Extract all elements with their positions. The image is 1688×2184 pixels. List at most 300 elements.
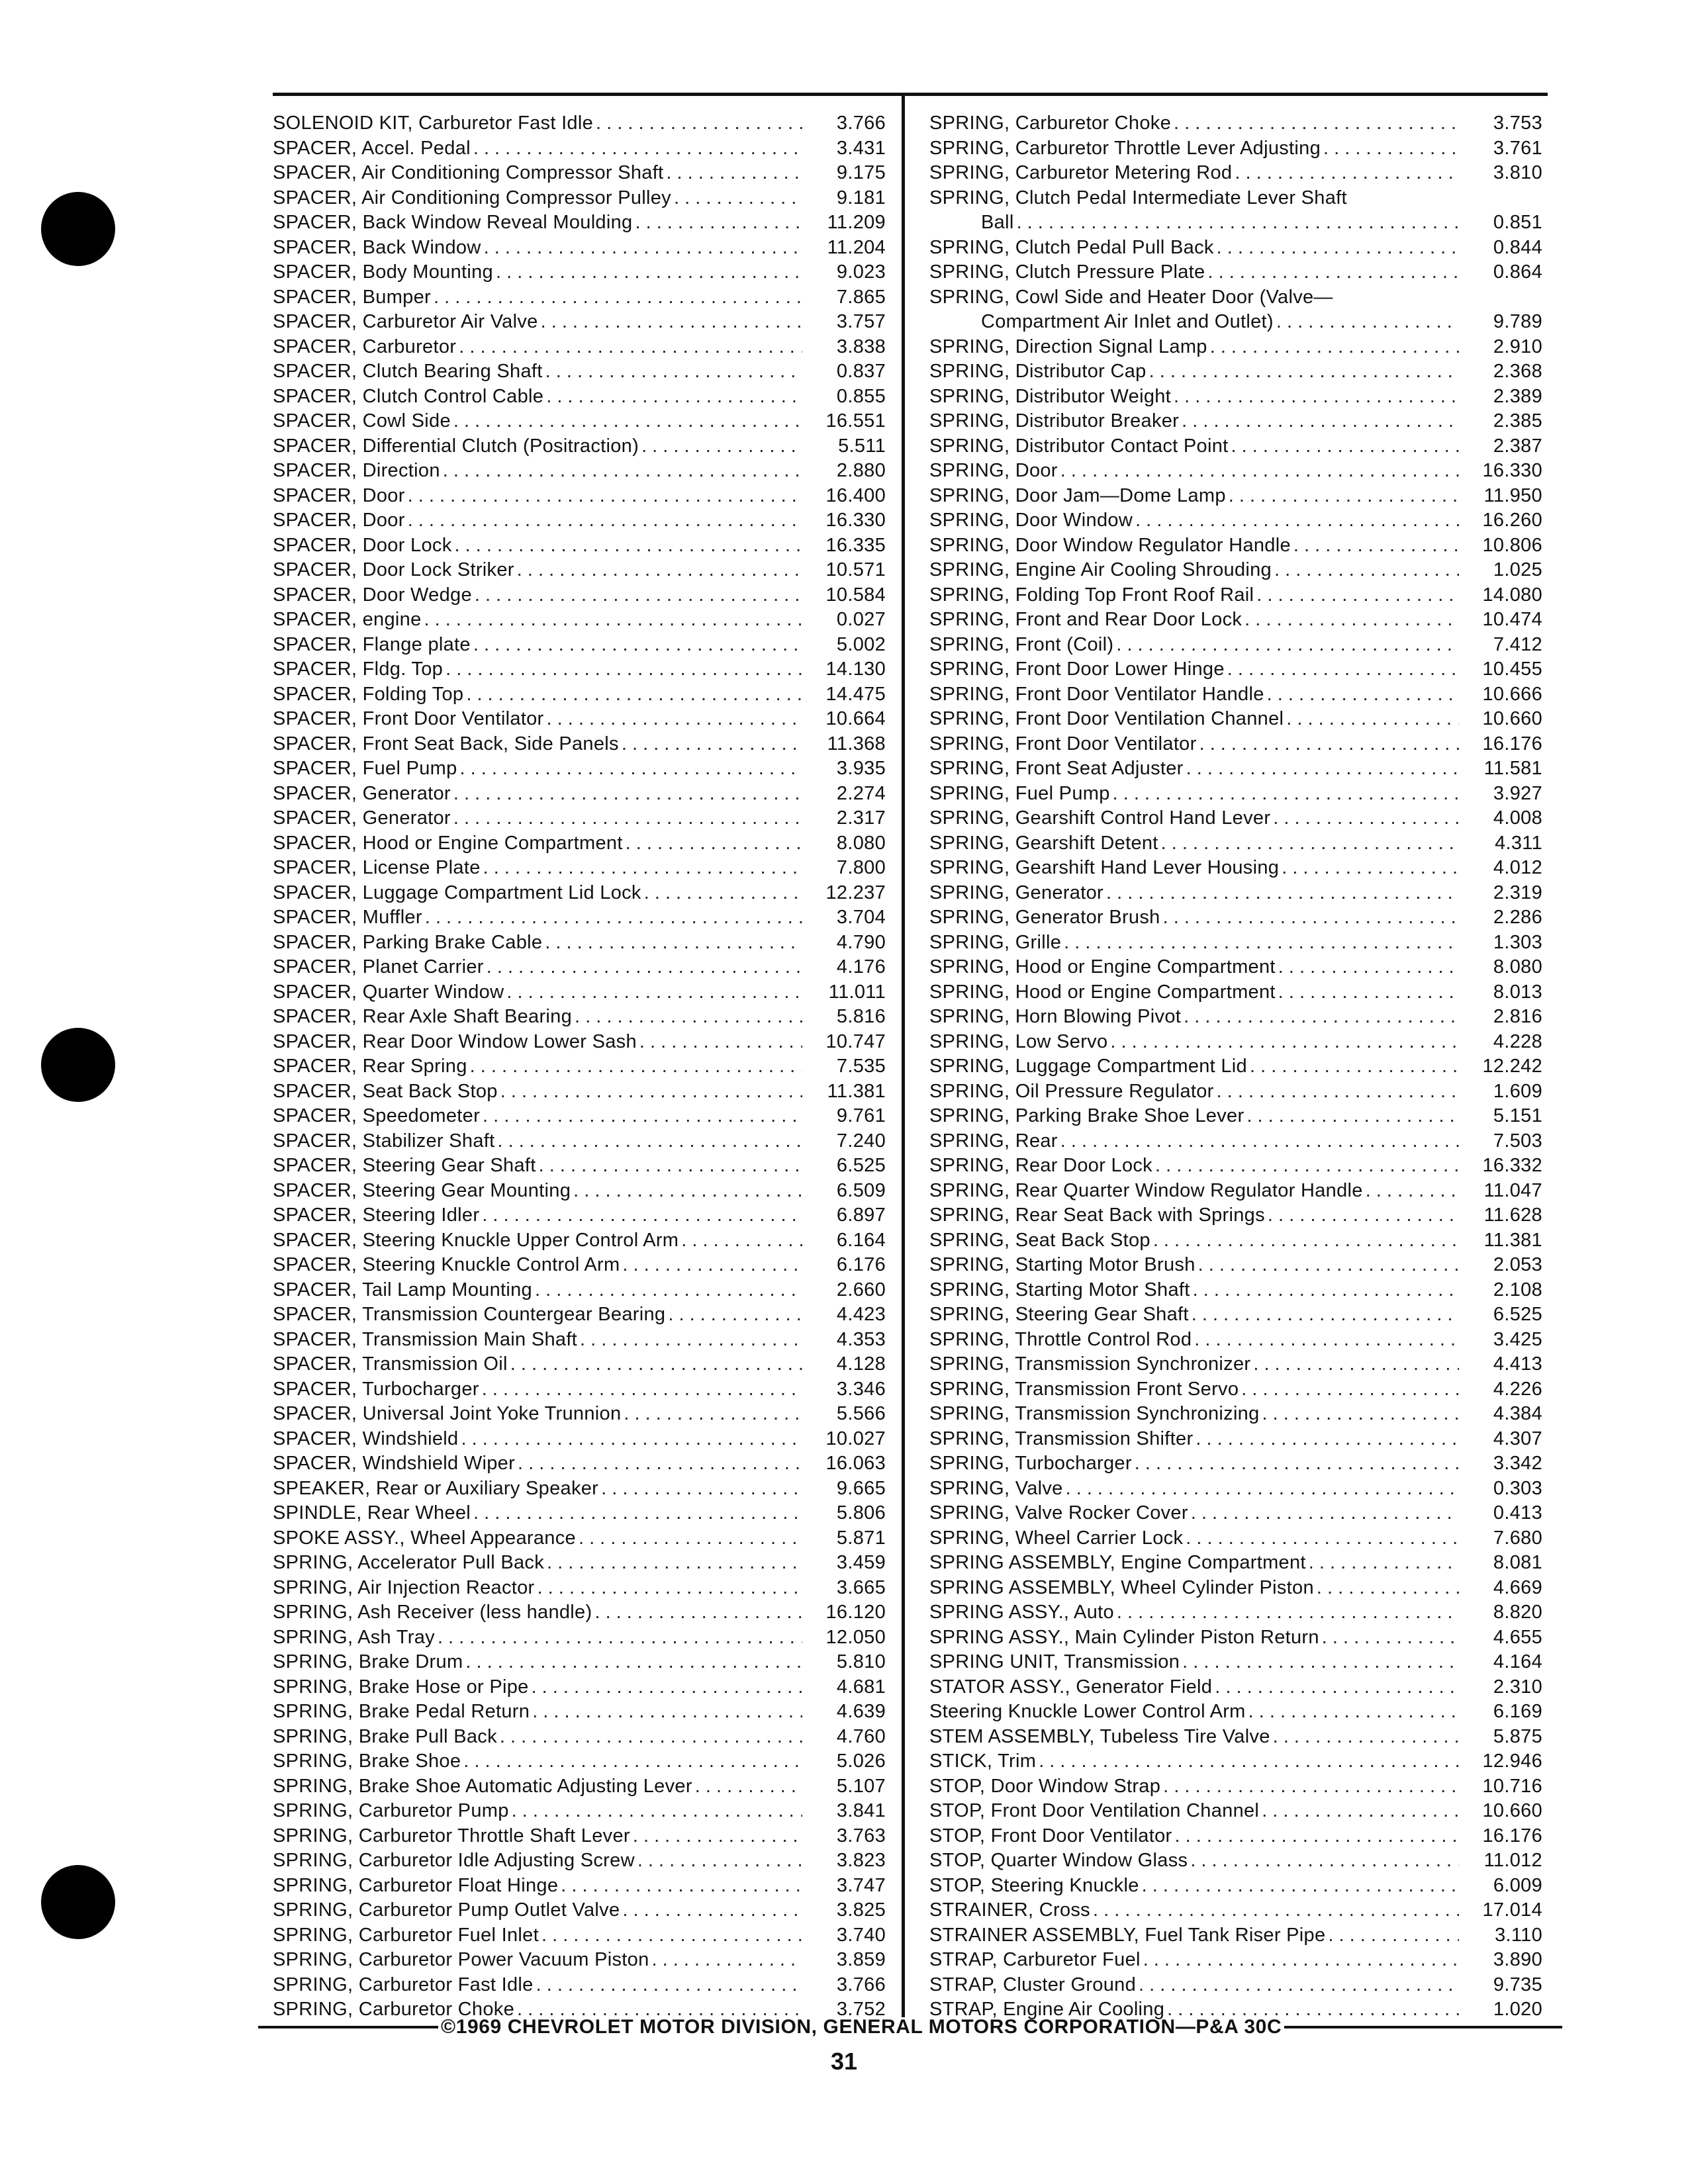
entry-description: SPRING, Carburetor Power Vacuum Piston [273, 1949, 649, 1970]
dot-leader [641, 434, 802, 459]
dot-leader [547, 707, 803, 732]
entry-description: SPACER, Door [273, 510, 405, 531]
dot-leader [1142, 1874, 1459, 1899]
entry-group-number: 5.816 [836, 1006, 886, 1027]
index-entry [929, 1328, 1542, 1353]
entry-description: SPRING, Steering Gear Shaft [929, 1304, 1189, 1325]
dot-leader [536, 1973, 802, 1998]
index-entry [929, 1501, 1542, 1526]
dot-leader [1163, 905, 1459, 931]
entry-group-number: 9.735 [1493, 1974, 1542, 1995]
entry-group-number: 10.747 [825, 1030, 886, 1052]
index-entry [273, 310, 886, 335]
dot-leader [546, 385, 802, 410]
entry-description: SPRING UNIT, Transmission [929, 1651, 1180, 1672]
index-entry [929, 1302, 1542, 1328]
entry-description: SPRING, Engine Air Cooling Shrouding [929, 559, 1272, 580]
entry-description: SPACER, Folding Top [273, 683, 464, 705]
entry-description: SPRING, Front (Coil) [929, 633, 1114, 655]
index-entry [273, 1054, 886, 1079]
index-entry [273, 1253, 886, 1278]
entry-group-number: 6.897 [836, 1205, 886, 1226]
entry-description: SPRING, Carburetor Idle Adjusting Screw [273, 1850, 635, 1871]
entry-group-number: 1.303 [1493, 931, 1542, 953]
dot-leader [1262, 1799, 1459, 1824]
entry-group-number: 4.423 [836, 1304, 886, 1325]
index-entry [929, 1179, 1542, 1204]
index-entry [929, 1526, 1542, 1551]
entry-description: SPACER, Body Mounting [273, 261, 493, 283]
entry-group-number: 4.012 [1493, 857, 1542, 878]
entry-group-number: 11.047 [1483, 1179, 1542, 1201]
index-entry [929, 508, 1542, 533]
entry-group-number: 6.169 [1493, 1701, 1542, 1722]
entry-description: SPRING, Carburetor Float Hinge [273, 1874, 559, 1896]
dot-leader [1196, 1427, 1459, 1452]
entry-group-number: 5.806 [836, 1502, 886, 1524]
dot-leader [1253, 1352, 1459, 1377]
entry-group-number: 9.761 [836, 1105, 886, 1126]
entry-group-number: 2.389 [1493, 385, 1542, 407]
dot-leader [1278, 955, 1459, 980]
dot-leader [674, 186, 802, 211]
dot-leader [1282, 856, 1459, 881]
index-entry [273, 1030, 886, 1055]
entry-group-number: 0.413 [1493, 1502, 1542, 1524]
dot-leader [535, 1278, 802, 1303]
index-entry [273, 881, 886, 906]
entry-group-number: 4.311 [1495, 832, 1542, 854]
entry-group-number: 6.509 [836, 1179, 886, 1201]
dot-leader [445, 657, 802, 682]
index-entry [929, 732, 1542, 757]
dot-leader [633, 1824, 802, 1849]
entry-group-number: 10.716 [1482, 1775, 1542, 1797]
entry-description: SPACER, Generator [273, 807, 451, 829]
entry-description: SPRING, Generator [929, 882, 1103, 903]
entry-description: SPRING, Distributor Weight [929, 385, 1172, 407]
entry-group-number: 2.816 [1493, 1006, 1542, 1027]
dot-leader [1210, 335, 1459, 360]
entry-group-number: 10.660 [1482, 708, 1542, 729]
dot-leader [1231, 434, 1460, 459]
entry-group-number: 16.120 [825, 1602, 886, 1623]
index-entry [273, 1328, 886, 1353]
entry-group-number: 12.050 [825, 1626, 886, 1648]
entry-group-number: 16.332 [1482, 1155, 1542, 1176]
entry-description: SPACER, Cowl Side [273, 410, 451, 432]
dot-leader [575, 1005, 802, 1030]
entry-description: SPRING, Distributor Contact Point [929, 435, 1229, 457]
dot-leader [1190, 1848, 1459, 1874]
dot-leader [482, 1203, 802, 1228]
entry-group-number: 16.063 [825, 1453, 886, 1474]
dot-leader [541, 1923, 802, 1948]
entry-group-number: 11.628 [1483, 1205, 1542, 1226]
entry-group-number: 8.820 [1493, 1602, 1542, 1623]
entry-group-number: 5.871 [836, 1527, 886, 1549]
index-entry [273, 1129, 886, 1154]
entry-description: SPRING, Starting Motor Brush [929, 1254, 1196, 1275]
entry-group-number: 10.584 [825, 584, 886, 606]
dot-leader [473, 1501, 802, 1526]
dot-leader [545, 931, 802, 956]
index-entry [929, 657, 1542, 682]
entry-group-number: 5.002 [836, 633, 886, 655]
dot-leader [1093, 1898, 1459, 1923]
entry-group-number: 8.080 [1493, 956, 1542, 978]
index-entry [929, 1451, 1542, 1477]
index-entry [273, 1203, 886, 1228]
dot-leader [639, 1030, 802, 1055]
index-entry [929, 285, 1542, 310]
entry-description: SPRING, Door Window [929, 510, 1133, 531]
entry-description: SPRING, Front Seat Adjuster [929, 758, 1184, 779]
entry-description: SPRING ASSEMBLY, Wheel Cylinder Piston [929, 1576, 1314, 1598]
entry-description: SPRING, Rear Seat Back with Springs [929, 1205, 1265, 1226]
index-entry [273, 608, 886, 633]
dot-leader [637, 1848, 802, 1874]
index-entry [273, 161, 886, 186]
entry-description: SPACER, Air Conditioning Compressor Shaft [273, 162, 664, 183]
dot-leader [1198, 1253, 1459, 1278]
index-entry [273, 260, 886, 285]
entry-description: STRAP, Cluster Ground [929, 1974, 1137, 1995]
dot-leader [1155, 1154, 1459, 1179]
entry-group-number: 16.330 [825, 510, 886, 531]
index-entry [929, 1054, 1542, 1079]
dot-leader [1274, 558, 1459, 583]
entry-description: SPACER, Air Conditioning Compressor Pulley [273, 187, 671, 208]
entry-group-number: 10.660 [1482, 1800, 1542, 1821]
index-entry [273, 484, 886, 509]
index-entry [273, 285, 886, 310]
index-entry [273, 1377, 886, 1402]
entry-description: STOP, Front Door Ventilator [929, 1825, 1172, 1846]
index-entry [273, 1898, 886, 1923]
index-entry [929, 335, 1542, 360]
entry-description: SPACER, Steering Knuckle Control Arm [273, 1254, 620, 1275]
dot-leader [1161, 831, 1459, 856]
entry-description: SPRING, Seat Back Stop [929, 1229, 1150, 1251]
index-entry [273, 955, 886, 980]
entry-group-number: 16.176 [1482, 1825, 1542, 1846]
entry-description: SPACER, engine [273, 609, 422, 630]
entry-group-number: 3.825 [836, 1899, 886, 1921]
index-entry [929, 633, 1542, 658]
entry-description: SPACER, License Plate [273, 857, 481, 878]
entry-group-number: 6.164 [836, 1229, 886, 1251]
dot-leader [547, 1551, 802, 1576]
entry-description: SPACER, Direction [273, 460, 440, 481]
entry-description: SPACER, Steering Gear Shaft [273, 1155, 536, 1176]
entry-group-number: 9.175 [836, 162, 886, 183]
entry-description: SPRING, Distributor Breaker [929, 410, 1180, 432]
entry-group-number: 6.009 [1493, 1874, 1542, 1896]
dot-leader [487, 955, 802, 980]
index-entry [273, 236, 886, 261]
index-entry [273, 1799, 886, 1824]
index-entry [929, 583, 1542, 608]
index-entry [273, 1650, 886, 1675]
dot-leader [668, 1302, 802, 1328]
index-entry [929, 1427, 1542, 1452]
entry-description: SPRING, Carburetor Metering Rod [929, 162, 1233, 183]
dot-leader [596, 111, 802, 136]
entry-group-number: 8.013 [1493, 981, 1542, 1003]
index-entry [929, 856, 1542, 881]
entry-description: SPACER, Front Seat Back, Side Panels [273, 733, 619, 754]
entry-description: SPRING, Folding Top Front Roof Rail [929, 584, 1254, 606]
index-entry [929, 1923, 1542, 1948]
index-entry [929, 1228, 1542, 1253]
entry-description: STICK, Trim [929, 1751, 1037, 1772]
dot-leader [1215, 1675, 1459, 1700]
copyright-notice: ©1969 CHEVROLET MOTOR DIVISION, GENERAL MOTORS CORPORATION—P&A 30C [441, 2016, 1282, 2038]
index-entry [929, 1154, 1542, 1179]
index-entry [273, 1278, 886, 1303]
index-entry [929, 236, 1542, 261]
entry-description: Steering Knuckle Lower Control Arm [929, 1701, 1246, 1722]
dot-leader [1017, 210, 1459, 236]
page-number: 31 [830, 2048, 858, 2075]
entry-group-number: 5.151 [1493, 1105, 1542, 1126]
dot-leader [532, 1700, 802, 1725]
entry-group-number: 4.669 [1493, 1576, 1542, 1598]
entry-description: STRAP, Carburetor Fuel [929, 1949, 1141, 1970]
entry-description: SPRING, Gearshift Hand Lever Housing [929, 857, 1280, 878]
entry-group-number: 3.747 [836, 1874, 886, 1896]
dot-leader [496, 260, 802, 285]
entry-description: SPACER, Transmission Main Shaft [273, 1328, 578, 1350]
dot-leader [541, 310, 802, 335]
dot-leader [1060, 459, 1459, 484]
entry-description: SPRING, Clutch Pedal Intermediate Lever Shaft [929, 187, 1347, 208]
dot-leader [1323, 136, 1459, 161]
entry-description: SPACER, Steering Gear Mounting [273, 1179, 571, 1201]
index-entry [273, 806, 886, 831]
entry-group-number: 14.130 [825, 659, 886, 680]
entry-group-number: 3.766 [836, 1974, 886, 1995]
entry-group-number: 4.164 [1493, 1651, 1542, 1672]
entry-group-number: 4.307 [1493, 1428, 1542, 1449]
index-entry [273, 1600, 886, 1625]
entry-group-number: 3.935 [836, 758, 886, 779]
entry-description: SPACER, Stabilizer Shaft [273, 1130, 495, 1152]
index-entry [273, 1104, 886, 1129]
entry-group-number: 9.665 [836, 1477, 886, 1499]
index-entry [273, 633, 886, 658]
index-entry [273, 1725, 886, 1750]
entry-group-number: 4.228 [1493, 1030, 1542, 1052]
dot-leader [1143, 1948, 1459, 1973]
dot-leader [1117, 1600, 1459, 1625]
dot-leader [1248, 1700, 1459, 1725]
index-entry [273, 1302, 886, 1328]
entry-description: SPRING, Direction Signal Lamp [929, 336, 1207, 357]
entry-group-number: 0.855 [836, 385, 886, 407]
entry-group-number: 3.752 [836, 1999, 886, 2020]
dot-leader [463, 1749, 802, 1774]
entry-group-number: 2.910 [1493, 336, 1542, 357]
entry-description: SPRING, Rear Quarter Window Regulator Handle [929, 1179, 1363, 1201]
entry-group-number: 17.014 [1482, 1899, 1542, 1921]
index-entry [273, 558, 886, 583]
entry-group-number: 12.946 [1482, 1751, 1542, 1772]
footer [258, 2016, 1562, 2038]
entry-group-number: 3.859 [836, 1949, 886, 1970]
dot-leader [695, 1774, 802, 1799]
entry-group-number: 2.317 [836, 807, 886, 829]
dot-leader [484, 236, 802, 261]
dot-leader [601, 1477, 802, 1502]
dot-leader [473, 136, 802, 161]
dot-leader [483, 856, 802, 881]
index-entry [929, 1551, 1542, 1576]
entry-description: SPRING, Carburetor Choke [273, 1999, 514, 2020]
entry-group-number: 2.286 [1493, 907, 1542, 928]
dot-leader [453, 409, 802, 434]
index-entry [273, 756, 886, 782]
entry-group-number: 5.026 [836, 1751, 886, 1772]
index-entry [273, 931, 886, 956]
dot-leader [1267, 682, 1459, 707]
dot-leader [1116, 633, 1459, 658]
dot-leader [561, 1874, 802, 1899]
dot-leader [1273, 806, 1459, 831]
index-entry [273, 831, 886, 856]
entry-group-number: 1.025 [1493, 559, 1542, 580]
index-entry [929, 1824, 1542, 1849]
entry-description: SPACER, Door [273, 484, 405, 506]
entry-description: SPRING, Transmission Synchronizer [929, 1353, 1251, 1375]
dot-leader [466, 682, 802, 707]
dot-leader [1186, 1526, 1459, 1551]
entry-group-number: 10.664 [825, 708, 886, 729]
entry-group-number: 16.176 [1482, 733, 1542, 754]
entry-description: SPACER, Door Lock [273, 534, 452, 556]
entry-description: STRAINER, Cross [929, 1899, 1090, 1921]
entry-description: SPRING, Gearshift Detent [929, 832, 1158, 854]
dot-leader [644, 881, 802, 906]
index-entry [929, 1030, 1542, 1055]
entry-group-number: 4.008 [1493, 807, 1542, 829]
entry-group-number: 3.431 [836, 137, 886, 159]
entry-group-number: 7.865 [836, 286, 886, 308]
entry-description: SPACER, Rear Axle Shaft Bearing [273, 1006, 573, 1027]
entry-description: SPACER, Bumper [273, 286, 431, 308]
entry-description: SPACER, Steering Idler [273, 1205, 480, 1226]
entry-description: SPACER, Clutch Bearing Shaft [273, 361, 543, 382]
dot-leader [424, 608, 802, 633]
entry-description: SPRING, Front Door Ventilator Handle [929, 683, 1264, 705]
entry-group-number: 0.837 [836, 361, 886, 382]
index-entry [273, 1228, 886, 1253]
entry-description: SPACER, Differential Clutch (Positraction) [273, 435, 639, 457]
entry-group-number: 3.110 [1495, 1924, 1542, 1946]
index-entry [929, 1725, 1542, 1750]
entry-group-number: 9.789 [1493, 311, 1542, 332]
entry-group-number: 16.400 [825, 484, 886, 506]
entry-description: STEM ASSEMBLY, Tubeless Tire Valve [929, 1725, 1270, 1747]
entry-description: SPRING, Parking Brake Shoe Lever [929, 1105, 1244, 1126]
index-entry [273, 905, 886, 931]
entry-group-number: 7.503 [1493, 1130, 1542, 1152]
entry-description: SPRING, Carburetor Choke [929, 113, 1171, 134]
entry-description: SPRING ASSEMBLY, Engine Compartment [929, 1552, 1306, 1573]
index-entry [929, 1402, 1542, 1427]
index-entry [929, 1650, 1542, 1675]
index-entry [273, 980, 886, 1005]
dot-leader [1110, 1030, 1459, 1055]
entry-group-number: 3.740 [836, 1924, 886, 1946]
index-entry [273, 1848, 886, 1874]
entry-group-number: 2.368 [1493, 361, 1542, 382]
index-entry [929, 1203, 1542, 1228]
entry-group-number: 2.108 [1493, 1279, 1542, 1300]
dot-leader [1227, 657, 1459, 682]
dot-leader [626, 831, 802, 856]
entry-group-number: 3.810 [1493, 162, 1542, 183]
entry-group-number: 2.274 [836, 782, 886, 804]
entry-group-number: 3.838 [836, 336, 886, 357]
entry-description: SPACER, Windshield [273, 1428, 459, 1449]
dot-leader [1366, 1179, 1459, 1204]
entry-group-number: 4.128 [836, 1353, 886, 1375]
index-entry [929, 1079, 1542, 1105]
dot-leader [1322, 1625, 1459, 1651]
index-entry [929, 931, 1542, 956]
entry-description: SPRING ASSY., Main Cylinder Piston Return [929, 1626, 1319, 1648]
entry-description: SPRING, Oil Pressure Regulator [929, 1080, 1214, 1102]
dot-leader [473, 633, 802, 658]
dot-leader [408, 508, 802, 533]
entry-description: SPRING, Distributor Cap [929, 361, 1147, 382]
entry-description: STOP, Steering Knuckle [929, 1874, 1139, 1896]
dot-leader [470, 1054, 802, 1079]
dot-leader [465, 1650, 802, 1675]
entry-group-number: 3.766 [836, 113, 886, 134]
entry-group-number: 3.459 [836, 1552, 886, 1573]
dot-leader [1317, 1576, 1459, 1601]
entry-description: SPACER, Flange plate [273, 633, 471, 655]
entry-group-number: 10.666 [1482, 683, 1542, 705]
entry-description: SPRING, Accelerator Pull Back [273, 1552, 545, 1573]
entry-description: SPRING, Carburetor Pump [273, 1800, 509, 1821]
entry-description: SPACER, Rear Door Window Lower Sash [273, 1030, 637, 1052]
entry-description: SPRING, Fuel Pump [929, 782, 1110, 804]
entry-description: SPRING, Luggage Compartment Lid [929, 1056, 1247, 1077]
dot-leader [1268, 1203, 1459, 1228]
index-entry [273, 1451, 886, 1477]
dot-leader [622, 1253, 802, 1278]
entry-description: SPRING, Front Door Ventilator [929, 733, 1197, 754]
dot-leader [475, 583, 802, 608]
entry-group-number: 3.763 [836, 1825, 886, 1846]
dot-leader [1207, 260, 1459, 285]
entry-description: SOLENOID KIT, Carburetor Fast Idle [273, 113, 594, 134]
index-entry [273, 359, 886, 385]
dot-leader [681, 1228, 802, 1253]
dot-leader [1135, 508, 1459, 533]
footer-rule-left [258, 2026, 438, 2028]
index-entry [273, 111, 886, 136]
entry-group-number: 4.655 [1493, 1626, 1542, 1648]
index-entry [273, 1749, 886, 1774]
index-entry [273, 1675, 886, 1700]
entry-group-number: 6.525 [836, 1155, 886, 1176]
entry-group-number: 4.639 [836, 1701, 886, 1722]
